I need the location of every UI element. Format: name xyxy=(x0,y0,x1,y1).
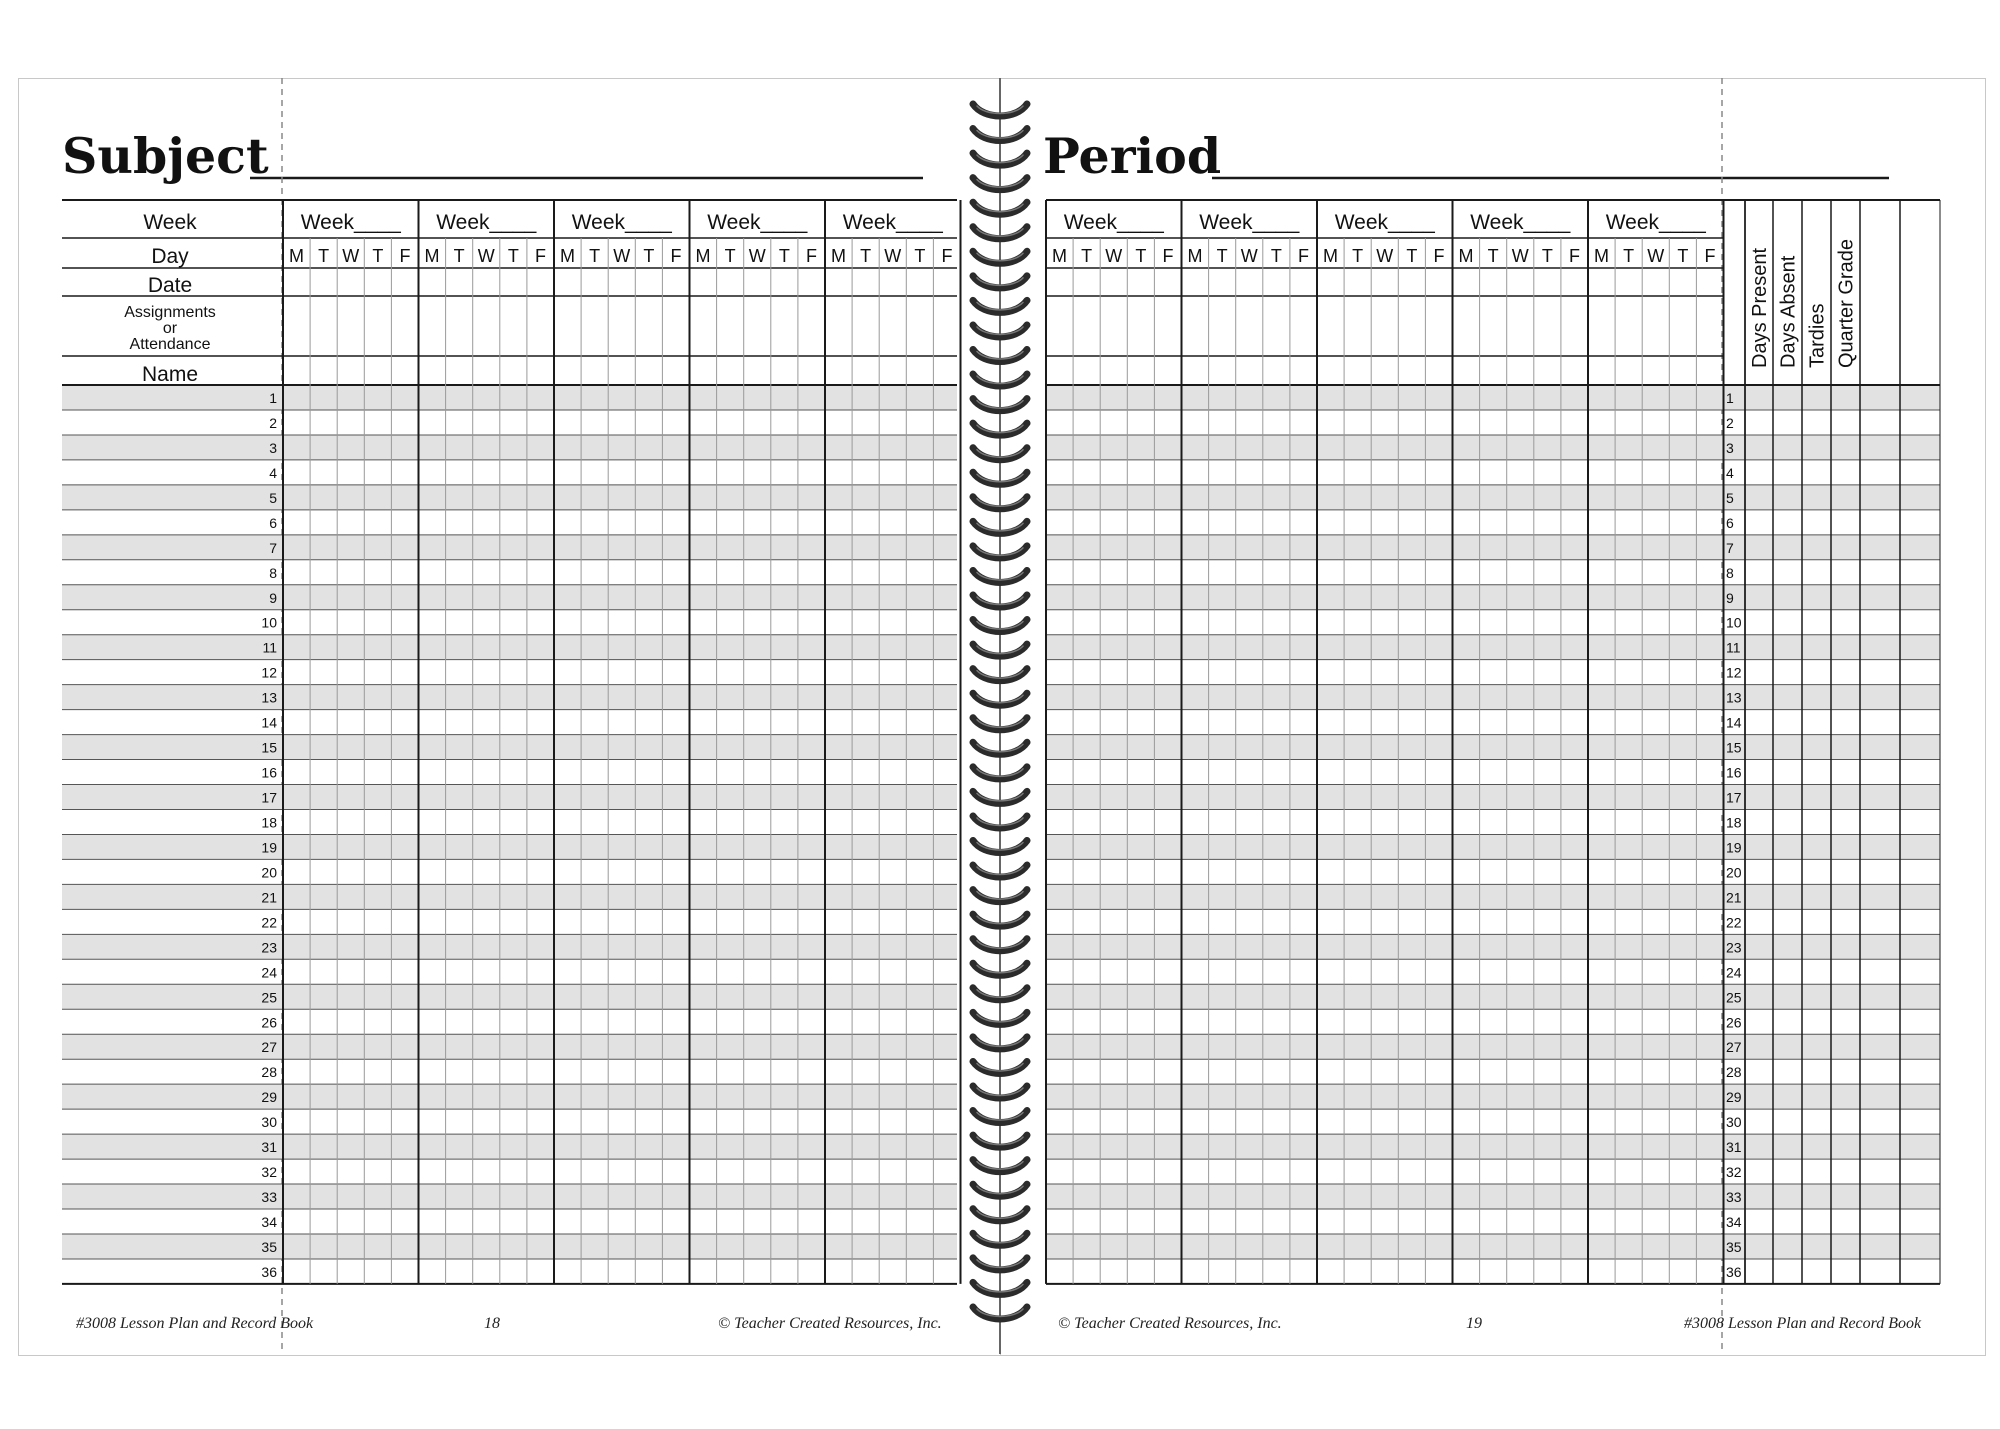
left-row-number: 4 xyxy=(269,464,277,481)
right-shaded-row xyxy=(1046,984,1940,1009)
left-day-letter: T xyxy=(318,246,330,266)
left-day-letter: T xyxy=(589,246,601,266)
right-row-number: 29 xyxy=(1726,1089,1742,1106)
left-shaded-row xyxy=(62,984,957,1009)
left-row-number: 18 xyxy=(261,814,277,831)
assignments-row-label: or xyxy=(162,320,178,337)
left-shaded-row xyxy=(62,884,957,909)
day-row-label: Day xyxy=(151,245,189,268)
right-row-number: 27 xyxy=(1726,1039,1742,1056)
right-row-number: 15 xyxy=(1726,739,1742,756)
left-row-number: 11 xyxy=(262,639,277,656)
right-day-letter: T xyxy=(1487,246,1499,266)
right-row-number: 19 xyxy=(1726,839,1742,856)
right-day-letter: F xyxy=(1433,246,1445,266)
left-week-header-1: Week____ xyxy=(300,211,401,234)
period-label: Period xyxy=(1043,127,1222,185)
left-shaded-row xyxy=(62,785,957,810)
left-day-letter: M xyxy=(560,246,576,266)
left-row-number: 27 xyxy=(261,1039,277,1056)
left-day-letter: M xyxy=(289,246,305,266)
left-shaded-row xyxy=(62,385,957,410)
right-day-letter: M xyxy=(1594,246,1610,266)
left-shaded-row xyxy=(62,685,957,710)
date-row-label: Date xyxy=(147,274,193,297)
right-shaded-row xyxy=(1046,485,1940,510)
left-row-number: 30 xyxy=(261,1114,277,1131)
right-day-letter: M xyxy=(1458,246,1474,266)
left-row-number: 7 xyxy=(269,539,277,556)
left-day-letter: F xyxy=(805,246,817,266)
left-shaded-row xyxy=(62,834,957,859)
left-row-number: 36 xyxy=(261,1263,277,1280)
left-row-number: 24 xyxy=(261,964,277,981)
left-day-letter: T xyxy=(914,246,926,266)
right-day-letter: W xyxy=(1105,246,1123,266)
summary-header: Quarter Grade xyxy=(1835,239,1858,368)
right-shaded-row xyxy=(1046,1084,1940,1109)
left-row-number: 17 xyxy=(261,789,277,806)
left-row-number: 21 xyxy=(261,889,277,906)
left-shaded-row xyxy=(62,1234,957,1259)
right-day-letter: W xyxy=(1511,246,1529,266)
right-row-number: 26 xyxy=(1726,1014,1742,1031)
left-row-number: 28 xyxy=(261,1064,277,1081)
left-row-number: 33 xyxy=(261,1189,277,1206)
left-row-number: 13 xyxy=(261,689,277,706)
right-row-number: 25 xyxy=(1726,989,1742,1006)
left-day-letter: F xyxy=(670,246,682,266)
right-day-letter: M xyxy=(1323,246,1339,266)
right-footer-page-number: 19 xyxy=(1466,1315,1482,1332)
right-shaded-row xyxy=(1046,435,1940,460)
left-row-number: 15 xyxy=(261,739,277,756)
left-shaded-row xyxy=(62,1184,957,1209)
right-row-number: 24 xyxy=(1726,964,1742,981)
left-row-number: 6 xyxy=(269,514,277,531)
left-row-number: 23 xyxy=(261,939,277,956)
right-row-number: 16 xyxy=(1726,764,1742,781)
left-shaded-row xyxy=(62,735,957,760)
right-day-letter: F xyxy=(1704,246,1716,266)
right-row-number: 12 xyxy=(1726,664,1742,681)
left-shaded-row xyxy=(62,485,957,510)
right-row-number: 1 xyxy=(1726,390,1734,406)
right-row-number: 20 xyxy=(1726,864,1742,881)
summary-header: Days Absent xyxy=(1777,255,1800,368)
right-day-letter: W xyxy=(1240,246,1258,266)
left-day-letter: T xyxy=(453,246,465,266)
right-day-letter: T xyxy=(1270,246,1282,266)
right-row-number: 4 xyxy=(1726,464,1734,481)
left-day-letter: T xyxy=(860,246,872,266)
right-shaded-row xyxy=(1046,385,1940,410)
right-day-letter: T xyxy=(1081,246,1093,266)
right-shaded-row xyxy=(1046,785,1940,810)
left-row-number: 2 xyxy=(269,414,277,431)
left-shaded-row xyxy=(62,934,957,959)
left-row-number: 19 xyxy=(261,839,277,856)
right-day-letter: M xyxy=(1052,246,1068,266)
left-day-letter: T xyxy=(507,246,519,266)
right-row-number: 30 xyxy=(1726,1114,1742,1131)
right-row-number: 18 xyxy=(1726,814,1742,831)
right-day-letter: F xyxy=(1162,246,1174,266)
right-shaded-row xyxy=(1046,884,1940,909)
left-row-number: 10 xyxy=(261,614,277,631)
right-day-letter: M xyxy=(1187,246,1203,266)
left-day-letter: T xyxy=(724,246,736,266)
right-row-number: 31 xyxy=(1726,1139,1742,1156)
right-row-number: 11 xyxy=(1726,639,1741,656)
right-row-number: 10 xyxy=(1726,614,1742,631)
right-row-number: 3 xyxy=(1726,439,1734,456)
left-day-letter: M xyxy=(831,246,847,266)
left-row-number: 31 xyxy=(261,1139,277,1156)
right-day-letter: T xyxy=(1406,246,1418,266)
right-week-header-2: Week____ xyxy=(1199,211,1300,234)
right-row-number: 34 xyxy=(1726,1214,1742,1231)
left-footer-page-number: 18 xyxy=(484,1315,500,1332)
left-row-number: 22 xyxy=(261,914,277,931)
right-day-letter: T xyxy=(1623,246,1635,266)
right-day-letter: F xyxy=(1568,246,1580,266)
right-row-number: 22 xyxy=(1726,914,1742,931)
right-shaded-row xyxy=(1046,1184,1940,1209)
left-day-letter: W xyxy=(884,246,902,266)
right-shaded-row xyxy=(1046,635,1940,660)
left-shaded-row xyxy=(62,435,957,460)
summary-header: Tardies xyxy=(1806,303,1829,368)
right-day-letter: W xyxy=(1647,246,1665,266)
left-shaded-row xyxy=(62,535,957,560)
right-row-number: 21 xyxy=(1726,889,1742,906)
right-shaded-row xyxy=(1046,1134,1940,1159)
left-row-number: 35 xyxy=(261,1238,277,1255)
right-day-letter: T xyxy=(1541,246,1553,266)
left-row-number: 16 xyxy=(261,764,277,781)
left-row-number: 1 xyxy=(269,390,277,406)
left-day-letter: W xyxy=(748,246,766,266)
right-footer-book: #3008 Lesson Plan and Record Book xyxy=(1684,1315,1922,1332)
left-day-letter: T xyxy=(643,246,655,266)
name-row-label: Name xyxy=(141,363,199,386)
right-footer-copyright: © Teacher Created Resources, Inc. xyxy=(1058,1315,1282,1332)
left-row-number: 32 xyxy=(261,1164,277,1181)
left-week-header-4: Week____ xyxy=(707,211,808,234)
right-row-number: 14 xyxy=(1726,714,1742,731)
left-shaded-row xyxy=(62,1084,957,1109)
right-day-letter: F xyxy=(1297,246,1309,266)
right-row-number: 35 xyxy=(1726,1238,1742,1255)
right-shaded-row xyxy=(1046,1034,1940,1059)
right-week-header-1: Week____ xyxy=(1063,211,1164,234)
assignments-row-label: Attendance xyxy=(129,336,211,353)
left-day-letter: T xyxy=(372,246,384,266)
left-week-header-2: Week____ xyxy=(436,211,537,234)
left-day-letter: M xyxy=(695,246,711,266)
week-row-label: Week xyxy=(143,211,197,234)
left-row-number: 8 xyxy=(269,564,277,581)
left-shaded-row xyxy=(62,1034,957,1059)
subject-label: Subject xyxy=(62,127,269,185)
summary-header: Days Present xyxy=(1749,247,1771,368)
left-day-letter: W xyxy=(342,246,360,266)
left-shaded-row xyxy=(62,635,957,660)
left-shaded-row xyxy=(62,1134,957,1159)
right-week-header-3: Week____ xyxy=(1334,211,1435,234)
right-row-number: 36 xyxy=(1726,1263,1742,1280)
left-row-number: 9 xyxy=(269,589,277,606)
left-day-letter: T xyxy=(778,246,790,266)
left-row-number: 29 xyxy=(261,1089,277,1106)
left-row-number: 12 xyxy=(261,664,277,681)
right-row-number: 13 xyxy=(1726,689,1742,706)
left-row-number: 20 xyxy=(261,864,277,881)
right-day-letter: W xyxy=(1376,246,1394,266)
right-row-number: 28 xyxy=(1726,1064,1742,1081)
right-row-number: 6 xyxy=(1726,514,1734,531)
right-week-header-4: Week____ xyxy=(1470,211,1571,234)
left-week-header-3: Week____ xyxy=(571,211,672,234)
left-day-letter: W xyxy=(477,246,495,266)
right-week-header-5: Week____ xyxy=(1605,211,1706,234)
left-day-letter: F xyxy=(399,246,411,266)
left-day-letter: F xyxy=(534,246,546,266)
right-row-number: 33 xyxy=(1726,1189,1742,1206)
right-row-number: 23 xyxy=(1726,939,1742,956)
left-shaded-row xyxy=(62,585,957,610)
left-footer-copyright: © Teacher Created Resources, Inc. xyxy=(718,1315,942,1332)
right-day-letter: T xyxy=(1216,246,1228,266)
assignments-row-label: Assignments xyxy=(124,304,216,321)
right-shaded-row xyxy=(1046,934,1940,959)
right-row-number: 7 xyxy=(1726,539,1734,556)
right-day-letter: T xyxy=(1135,246,1147,266)
right-row-number: 9 xyxy=(1726,589,1734,606)
left-day-letter: F xyxy=(941,246,953,266)
left-row-number: 5 xyxy=(269,489,277,506)
left-day-letter: M xyxy=(424,246,440,266)
right-day-letter: T xyxy=(1677,246,1689,266)
right-shaded-row xyxy=(1046,535,1940,560)
right-shaded-row xyxy=(1046,585,1940,610)
left-day-letter: W xyxy=(613,246,631,266)
left-row-number: 34 xyxy=(261,1214,277,1231)
left-footer-book: #3008 Lesson Plan and Record Book xyxy=(76,1315,314,1332)
right-row-number: 32 xyxy=(1726,1164,1742,1181)
left-row-number: 26 xyxy=(261,1014,277,1031)
right-row-number: 17 xyxy=(1726,789,1742,806)
right-shaded-row xyxy=(1046,735,1940,760)
right-row-number: 2 xyxy=(1726,414,1734,431)
left-week-header-5: Week____ xyxy=(842,211,943,234)
right-row-number: 5 xyxy=(1726,489,1734,506)
right-row-number: 8 xyxy=(1726,564,1734,581)
right-day-letter: T xyxy=(1352,246,1364,266)
right-shaded-row xyxy=(1046,685,1940,710)
left-row-number: 25 xyxy=(261,989,277,1006)
right-shaded-row xyxy=(1046,1234,1940,1259)
right-shaded-row xyxy=(1046,834,1940,859)
left-row-number: 14 xyxy=(261,714,277,731)
left-row-number: 3 xyxy=(269,439,277,456)
